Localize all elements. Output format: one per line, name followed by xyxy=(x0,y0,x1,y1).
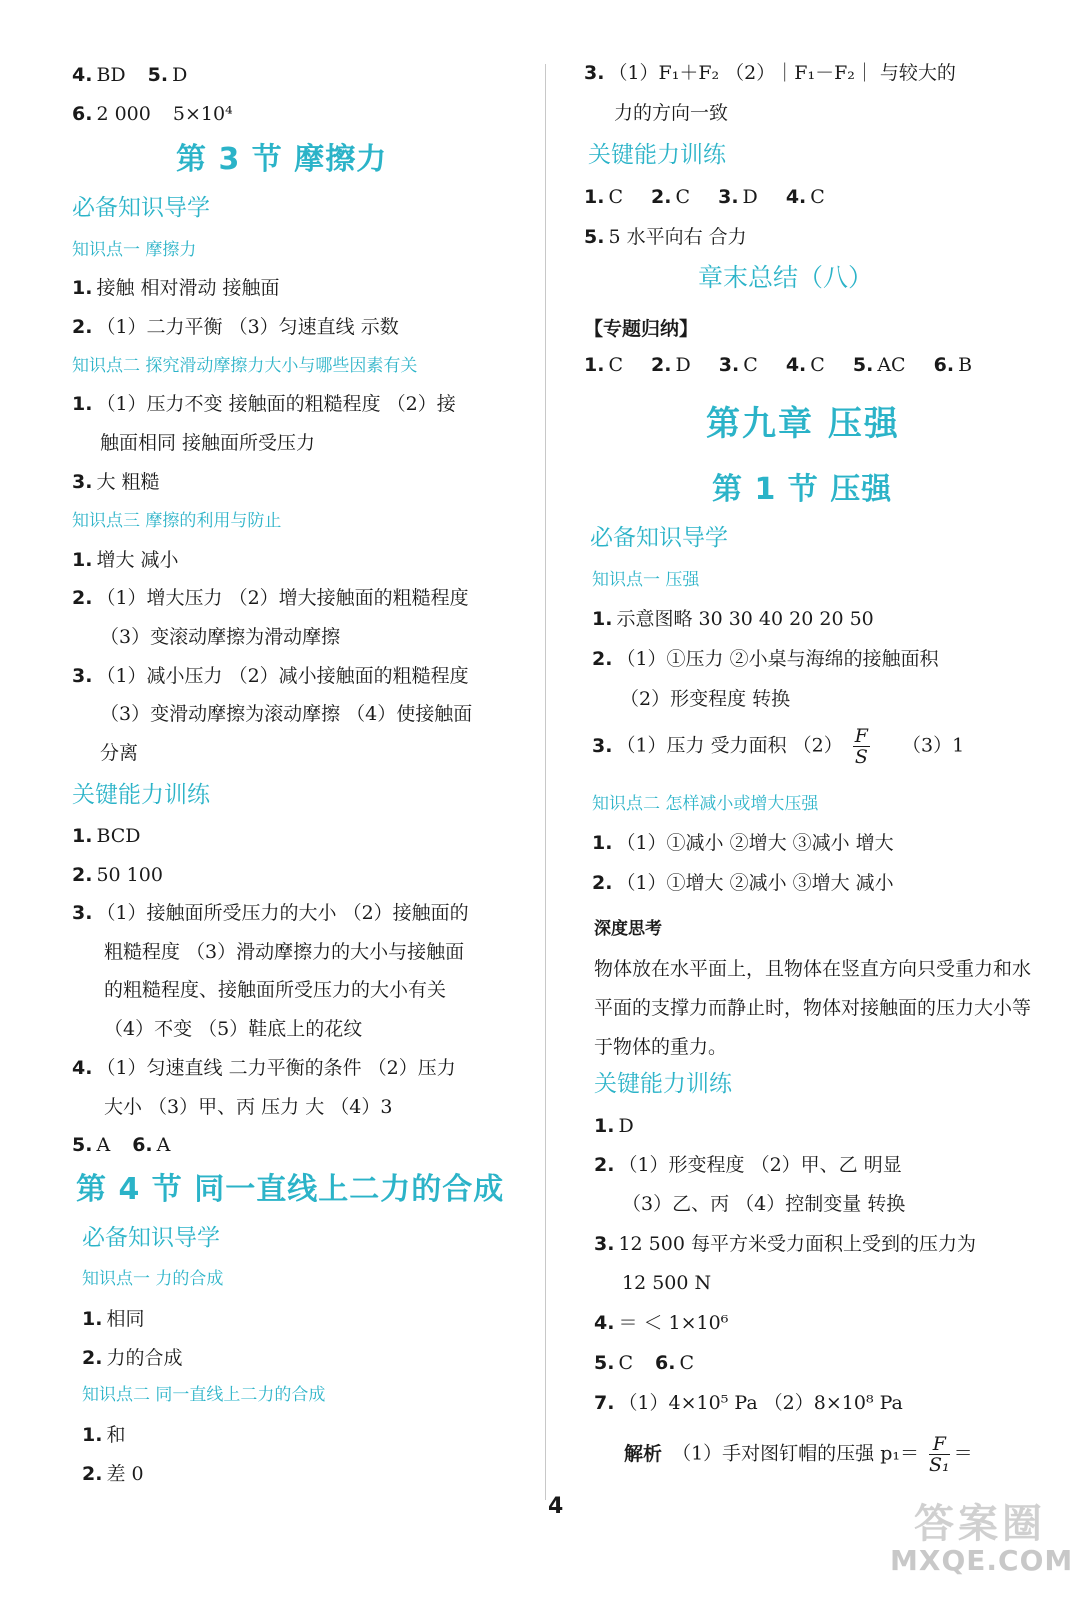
answer-line-cont: 大小 （3）甲、丙 压力 大 （4）3 xyxy=(104,1096,393,1118)
answer-line: 1. 接触 相对滑动 接触面 xyxy=(72,277,280,299)
knowledge-point-heading: 知识点三 摩擦的利用与防止 xyxy=(72,511,282,531)
answer-line: 7. （1）4×10⁵ Pa （2）8×10⁸ Pa xyxy=(594,1392,903,1414)
answer-line: 1. （1）①减小 ②增大 ③减小 增大 xyxy=(592,832,894,854)
answer-line-cont: （3）变滑动摩擦为滚动摩擦 （4）使接触面 xyxy=(100,703,473,725)
watermark-site: MXQE.COM xyxy=(890,1544,1074,1577)
answer-line: 1. 增大 减小 xyxy=(72,549,179,571)
subsection-heading: 必备知识导学 xyxy=(590,525,728,551)
topic-summary-label: 【专题归纳】 xyxy=(584,318,699,340)
fraction-f-over-s1: $\frac{F}{\text{S₁}}$ xyxy=(929,1433,950,1476)
section-title: 第 1 节 压强 xyxy=(712,472,893,507)
deep-thinking-paragraph: 物体放在水平面上，且物体在竖直方向只受重力和水平面的支撑力而静止时，物体对接触面的压力大小等于物体的重力。 xyxy=(594,958,1032,1058)
answer-line-cont: 分离 xyxy=(100,742,139,764)
answer-line: 3. （1）接触面所受压力的大小 （2）接触面的 xyxy=(72,902,469,924)
answer-line: 2. （1）①压力 ②小桌与海绵的接触面积 xyxy=(592,648,939,670)
answer-line: 5. A 6. A xyxy=(72,1134,171,1156)
answer-line: 3. 12 500 每平方米受力面积上受到的压力为 xyxy=(594,1233,976,1255)
knowledge-point-heading: 知识点二 探究滑动摩擦力大小与哪些因素有关 xyxy=(72,356,418,376)
subsection-heading: 必备知识导学 xyxy=(72,195,210,221)
answer-line: 4. BD 5. D xyxy=(72,64,188,86)
answer-line-cont: （3）乙、丙 （4）控制变量 转换 xyxy=(622,1193,906,1215)
answer-line: 1. BCD xyxy=(72,825,141,847)
chapter-title: 第九章 压强 xyxy=(706,404,900,444)
answer-line: 3. （1）压力 受力面积 （2） $\frac{F}{S}$ （3）1 xyxy=(592,725,965,768)
watermark xyxy=(890,1484,1074,1592)
answer-line: 2. （1）①增大 ②减小 ③增大 减小 xyxy=(592,872,894,894)
answer-line: 3. 大 粗糙 xyxy=(72,471,160,493)
answer-line-cont: （2）形变程度 转换 xyxy=(620,688,791,710)
answer-line-cont: 12 500 N xyxy=(622,1272,712,1294)
answer-line: 4. ＝ ＜ 1×10⁶ xyxy=(594,1312,729,1334)
watermark-logo: 答案圈 xyxy=(914,1501,1046,1547)
knowledge-point-heading: 知识点一 压强 xyxy=(592,570,700,590)
column-divider xyxy=(545,64,546,1500)
answer-line-cont: 触面相同 接触面所受压力 xyxy=(100,432,316,454)
answer-line-cont: 力的方向一致 xyxy=(614,102,729,124)
knowledge-point-heading: 知识点二 怎样减小或增大压强 xyxy=(592,794,819,814)
answer-line: 5. C 6. C xyxy=(594,1352,694,1374)
answer-line-cont: （4）不变 （5）鞋底上的花纹 xyxy=(104,1018,363,1040)
solution-line: 解析 （1）手对图钉帽的压强 p₁＝ $\frac{F}{\text{S₁}}$ ＝ xyxy=(624,1433,973,1476)
answer-line: 4. （1）匀速直线 二力平衡的条件 （2）压力 xyxy=(72,1057,456,1079)
answer-line: 1. 示意图略 30 30 40 20 20 50 xyxy=(592,608,874,630)
subsection-heading: 关键能力训练 xyxy=(588,142,726,168)
answer-line: 2. 50 100 xyxy=(72,864,163,886)
answer-line: 1. C 2. C 3. D 4. C xyxy=(584,186,825,208)
subsection-heading: 关键能力训练 xyxy=(72,782,210,808)
answer-line: 1. 相同 xyxy=(82,1308,145,1330)
answer-line: 1. （1）压力不变 接触面的粗糙程度 （2）接 xyxy=(72,393,456,415)
answer-line: 2. 差 0 xyxy=(82,1463,144,1485)
knowledge-point-heading: 知识点一 摩擦力 xyxy=(72,240,197,260)
knowledge-point-heading: 知识点一 力的合成 xyxy=(82,1269,224,1289)
answer-line: 1. 和 xyxy=(82,1424,126,1446)
answer-line: 3. （1）F₁＋F₂ （2）｜F₁－F₂｜ 与较大的 xyxy=(584,62,956,84)
answer-line-cont: （3）变滚动摩擦为滑动摩擦 xyxy=(100,626,341,648)
answer-line: 3. （1）减小压力 （2）减小接触面的粗糙程度 xyxy=(72,665,469,687)
answer-line: 2. 力的合成 xyxy=(82,1347,183,1369)
section-title: 第 3 节 摩擦力 xyxy=(176,142,388,177)
subsection-heading: 关键能力训练 xyxy=(594,1071,732,1097)
answer-line-cont: 粗糙程度 （3）滑动摩擦力的大小与接触面 xyxy=(104,941,465,963)
answer-line: 1. D xyxy=(594,1115,634,1137)
answer-line: 2. （1）二力平衡 （3）匀速直线 示数 xyxy=(72,316,399,338)
fraction-f-over-s: $\frac{F}{S}$ xyxy=(854,725,868,768)
page-number: 4 xyxy=(548,1494,564,1519)
answer-line: 6. 2 000 5×10⁴ xyxy=(72,103,233,125)
answer-line: 1. C 2. D 3. C 4. C 5. AC 6. B xyxy=(584,354,973,376)
chapter-summary-title: 章末总结（八） xyxy=(698,263,874,292)
answer-line: 2. （1）增大压力 （2）增大接触面的粗糙程度 xyxy=(72,587,469,609)
section-title: 第 4 节 同一直线上二力的合成 xyxy=(76,1172,505,1207)
deep-thinking-label: 深度思考 xyxy=(594,919,662,939)
answer-line-cont: 的粗糙程度、接触面所受压力的大小有关 xyxy=(104,979,447,1001)
knowledge-point-heading: 知识点二 同一直线上二力的合成 xyxy=(82,1385,326,1405)
answer-line: 5. 5 水平向右 合力 xyxy=(584,226,747,248)
subsection-heading: 必备知识导学 xyxy=(82,1225,220,1251)
answer-line: 2. （1）形变程度 （2）甲、乙 明显 xyxy=(594,1154,902,1176)
